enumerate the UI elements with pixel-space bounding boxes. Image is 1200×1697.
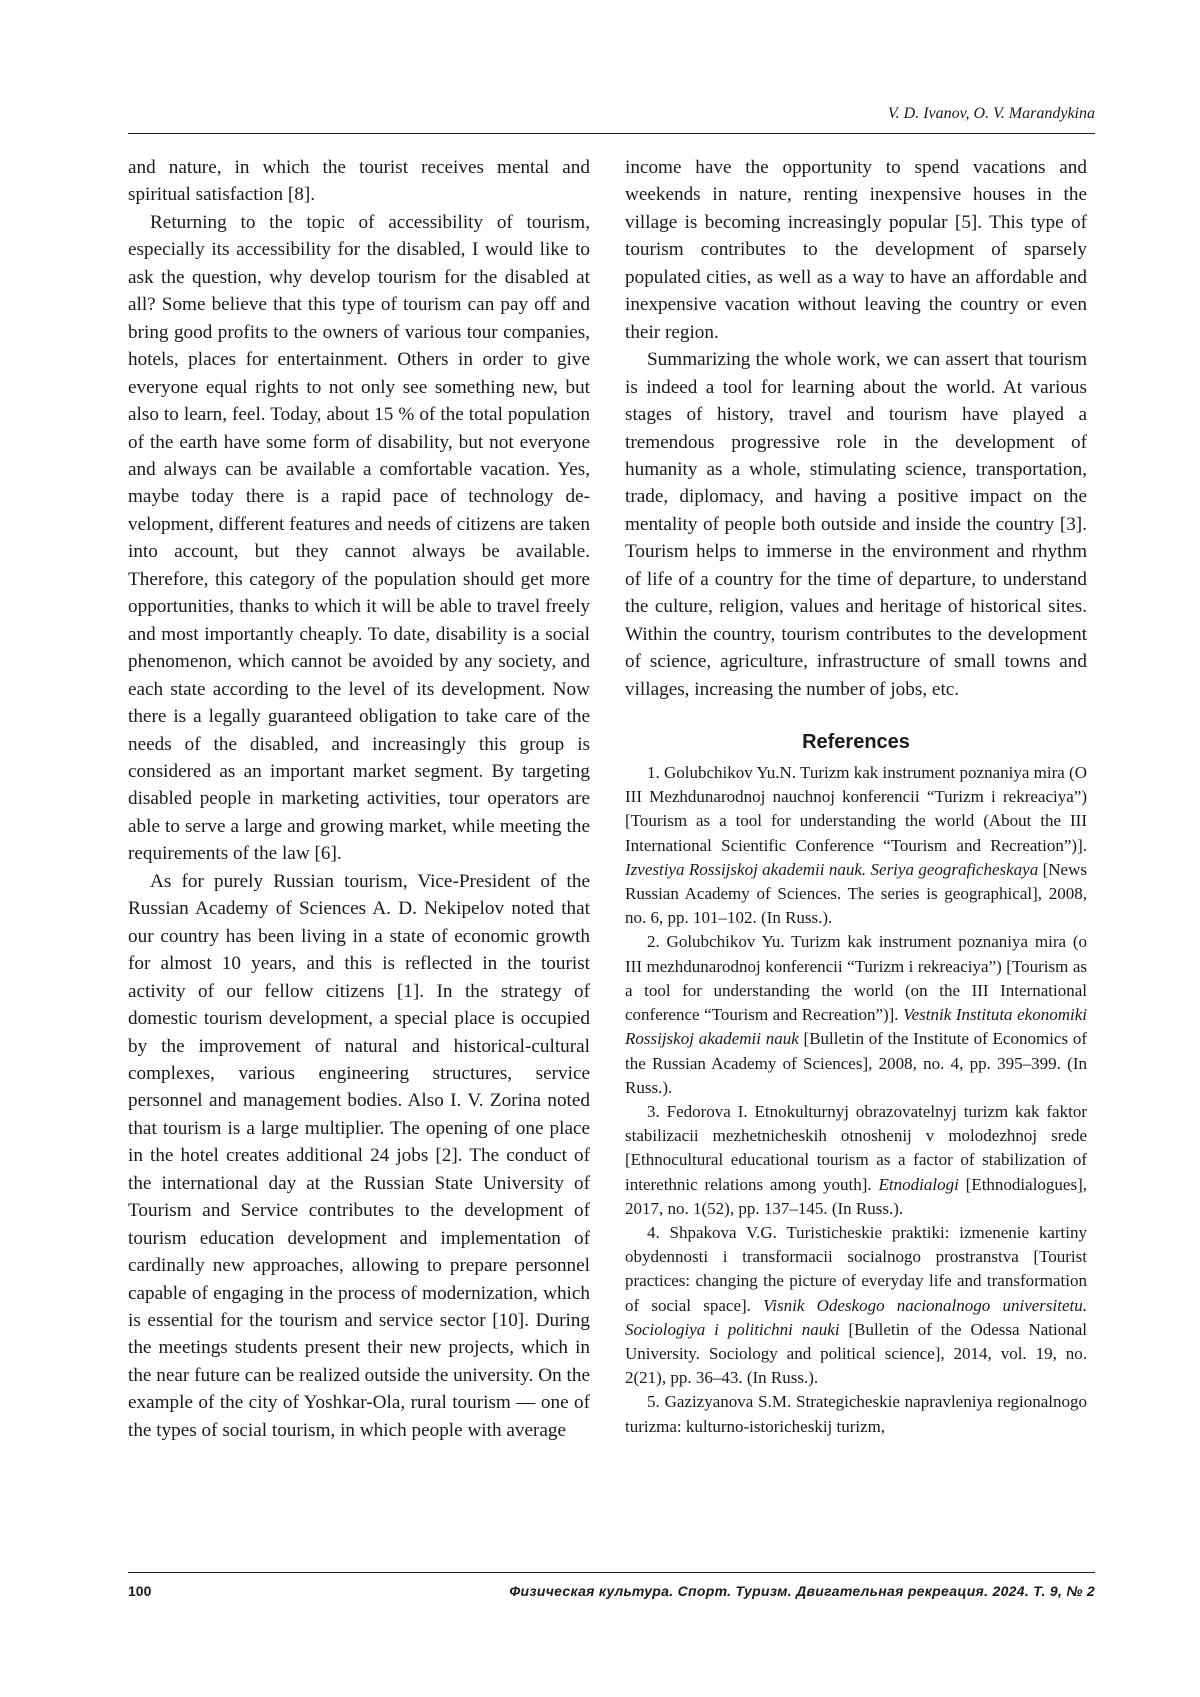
right-column xyxy=(625,154,1087,1554)
body-paragraph: income have the opportunity to spend vacations and weekends in nature, renting inexpensive houses in the village is becoming increasingly popular [5]. This type of tourism contributes to the development of sparsely populated cities, as well as a way to have an affordable and inexpensive vacation without leaving the country or even their region. xyxy=(625,157,1087,343)
reference-item xyxy=(625,1100,1087,1221)
reference-journal: Vestnik Instituta ekonomiki Rossijskoj akademii nauk xyxy=(625,1005,1087,1049)
reference-text: 5. Gazizyanova S.M. Strategicheskie napravleniya regionalnogo turizma: kulturno-istoricheskij turizm, xyxy=(625,1392,1087,1436)
body-paragraph: Returning to the topic of accessibility of tourism, especially its accessibility for the disabled, I would like to ask the question, why develop tourism for the disabled at all? Some believe that this type of tourism can pay off and bring good profits to the owners of various tour companies, hotels, places for entertainment. Others in order to give everyone equal rights to not only see something new, but also to learn, feel. Today, about 15 % of the total population of the earth have some form of disability, but not everyone and always can be available a comfortable vacation. Yes, maybe today there is a rapid pace of technology development, different features and needs of citizens are taken into account, but they cannot always be available. Therefore, this category of the population should get more opportunities, thanks to which it will be able to travel freely and most importantly cheaply. To date, disability is a social phenomenon, which cannot be avoided by any society, and each state according to the level of its development. Now there is a legally guaranteed obligation to take care of the needs of the disabled, and increasingly this group is considered as an important market segment. By targeting disabled people in marketing activities, tour operators are able to serve a large and growing market, while meeting the requirements of the law [6]. xyxy=(128,211,590,865)
reference-text: [Ethnodialogues], 2017, no. 1(52), pp. 137–145. (In Russ.). xyxy=(625,1174,1087,1218)
reference-text: 3. Fedorova I. Etnokulturnyj obrazovatelnyj turizm kak faktor stabilizacii mezhetnicheskih otnoshenij v molodezhnoj srede [Ethnocultural educational tourism as a factor of stabilization of interethnic relations among youth]. xyxy=(625,1101,1087,1194)
page-number: 100 xyxy=(128,1583,152,1599)
reference-item xyxy=(625,761,1087,930)
body-paragraph: Summarizing the whole work, we can assert that tourism is indeed a tool for learning about the world. At various stages of history, travel and tourism have played a tremendous progressive role in the development of humanity as a whole, stimulating science, transportation, trade, diplomacy, and having a positive impact on the mentality of people both outside and inside the country [3]. Tourism helps to immerse in the environment and rhythm of life of a country for the time of departure, to understand the culture, religion, values and heritage of historical sites. Within the country, tourism contributes to the development of science, agriculture, infrastructure of small towns and villages, increasing the number of jobs, etc. xyxy=(625,349,1087,700)
reference-text: 4. Shpakova V.G. Turisticheskie praktiki: izmenenie kartiny obydennosti i transformacii socialnogo prostranstva [Tourist practices: changing the picture of everyday life and transformation of social space]. xyxy=(625,1222,1087,1315)
journal-footer-line: Физическая культура. Спорт. Туризм. Двигательная рекреация. 2024. Т. 9, № 2 xyxy=(509,1583,1095,1599)
footer-rule xyxy=(128,1572,1095,1573)
reference-text: [Bulletin of the Institute of Economics of the Russian Academy of Sciences], 2008, no. 4, pp. 395–399. (In Russ.). xyxy=(625,1029,1087,1097)
reference-text: 1. Golubchikov Yu.N. Turizm kak instrument poznaniya mira (O III Mezhdunarodnoj nauchnoj konferencii “Turizm i rekreaciya”) [Tourism as a tool for understanding the world (About the III International Scientific Conference “Tourism and Recreation”)]. xyxy=(625,763,1087,855)
reference-journal: Visnik Odeskogo nacionalnogo universitetu. Sociologiya i politichni nauki xyxy=(625,1295,1088,1339)
reference-text: [Bulletin of the Odessa National University. Sociology and political science], 2014, vol. 19, no. 2(21), pp. 36–43. (In Russ.). xyxy=(625,1319,1087,1388)
references-heading: References xyxy=(802,731,910,754)
reference-item xyxy=(625,930,1087,1099)
reference-journal: Izvestiya Rossijskoj akademii nauk. Seriya geograficheskaya xyxy=(625,859,1039,879)
reference-journal: Etnodialogi xyxy=(878,1174,959,1194)
body-paragraph: and nature, in which the tourist receives mental and spiritual satisfaction [8]. xyxy=(128,157,590,206)
references-list xyxy=(625,761,1087,1439)
reference-item xyxy=(625,1390,1087,1438)
header-rule xyxy=(128,133,1095,134)
reference-text: 2. Golubchikov Yu. Turizm kak instrument poznaniya mira (o III mezhdunarodnoj konferencii “Turizm i rekreaciya”) [Tourism as a tool for understanding the world (on the III International conference “Tourism and Recreation”)]. xyxy=(625,932,1087,1025)
reference-text: [News Russian Academy of Sciences. The series is geographical], 2008, no. 6, pp. 101–102. (In Russ.). xyxy=(625,859,1087,928)
body-paragraph: As for purely Russian tourism, Vice-President of the Russian Academy of Sciences A. D. Nekipelov noted that our country has been living in a state of economic growth for almost 10 years, and this is reflected in the tourist activity of our fellow citizens [1]. In the strategy of domestic tourism development, a special place is occupied by the improvement of natural and historical-cultural complexes, various engineering structures, service personnel and management bodies. Also I. V. Zorina noted that tourism is a large multiplier. The opening of one place in the hotel creates additional 24 jobs [2]. The conduct of the international day at the Russian State University of Tourism and Service contributes to the development of tourism education development and implementation of cardinally new approaches, allowing to prepare personnel capable of engaging in the process of modernization, which is essential for the tourism and service sector [10]. During the meetings students present their new projects, which in the near future can be realized outside the university. On the example of the city of Yoshkar-Ola, rural tourism — one of the types of social tourism, in which people with average xyxy=(128,870,590,1441)
reference-item xyxy=(625,1221,1087,1390)
running-head-authors: V. D. Ivanov, O. V. Marandykina xyxy=(887,105,1095,122)
left-column xyxy=(128,154,590,1554)
